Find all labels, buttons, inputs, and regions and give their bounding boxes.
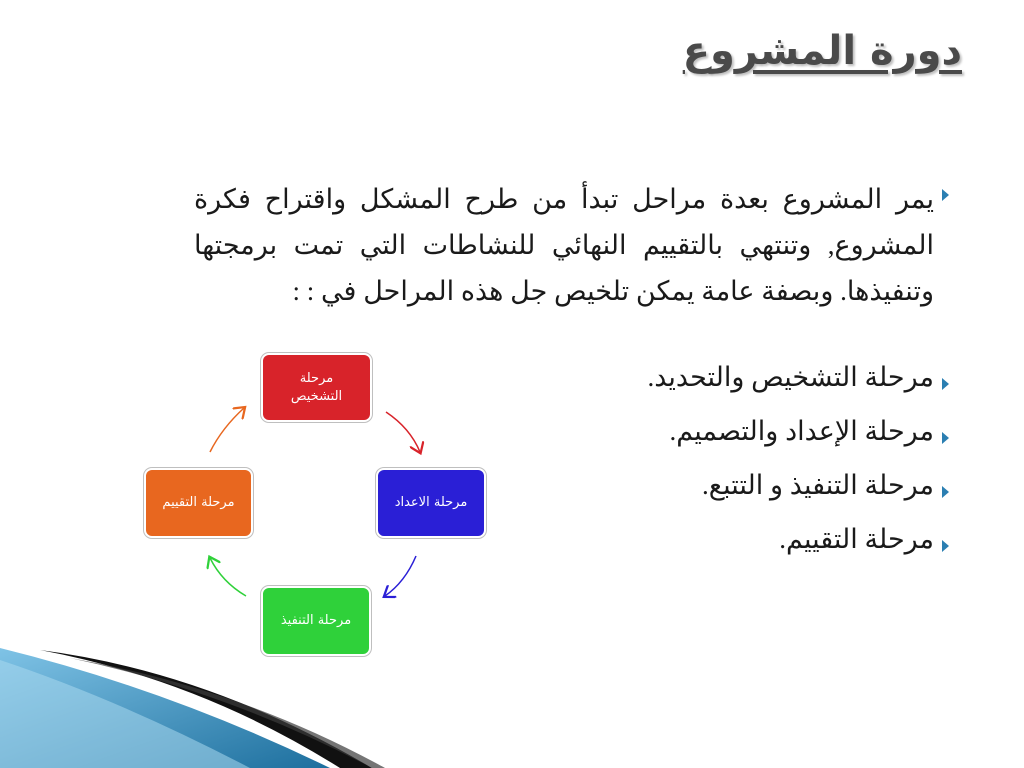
cycle-box-preparation: مرحلة الاعداد bbox=[378, 470, 484, 536]
slide-title: دورة المشروع bbox=[682, 28, 962, 74]
phase-item-execution: مرحلة التنفيذ و التتبع. bbox=[701, 470, 934, 500]
cycle-box-diagnosis: مرحلة التشخيص bbox=[263, 355, 370, 420]
phase-item-preparation: مرحلة الإعداد والتصميم. bbox=[669, 416, 934, 446]
cycle-box-evaluation: مرحلة التقييم bbox=[146, 470, 251, 536]
cycle-box-execution: مرحلة التنفيذ bbox=[263, 588, 369, 654]
intro-paragraph: يمر المشروع بعدة مراحل تبدأ من طرح المشكل واقتراح فكرة المشروع, وتنتهي بالتقييم النهائي للنشاطات التي تمت برمجتها وتنفيذها. وبصفة عامة يمكن تلخيص جل هذه المراحل في : : bbox=[194, 184, 934, 306]
phase-item-evaluation: مرحلة التقييم. bbox=[779, 524, 934, 554]
phase-item-diagnosis: مرحلة التشخيص والتحديد. bbox=[647, 362, 934, 392]
